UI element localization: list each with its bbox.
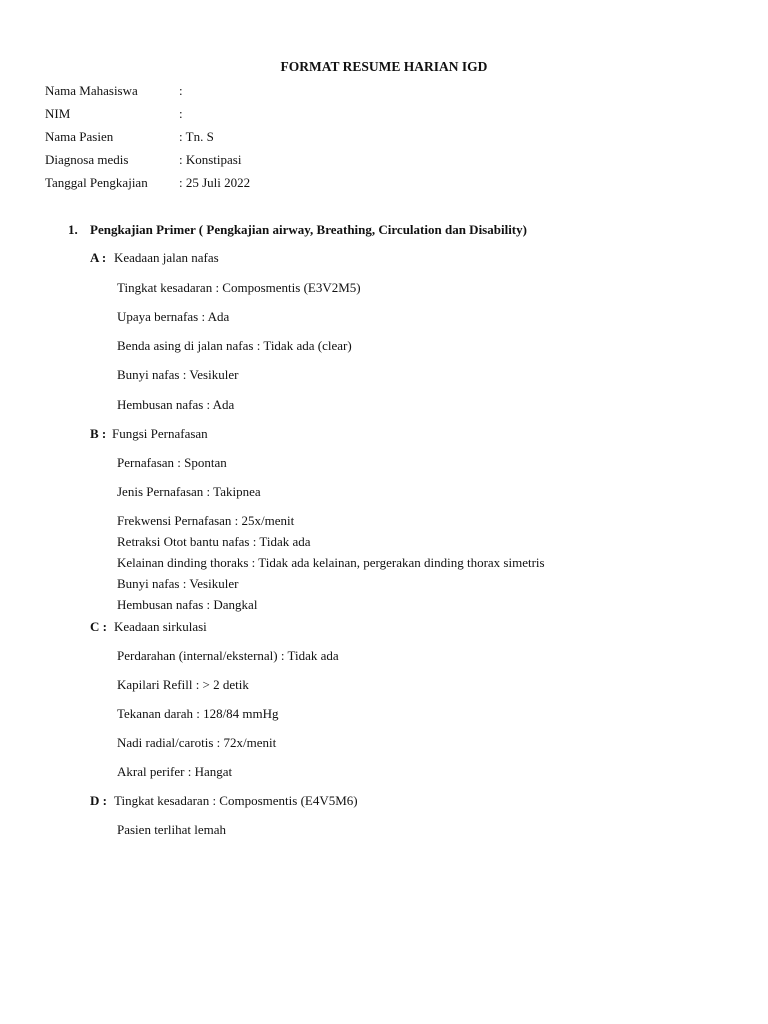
section-a-title: Keadaan jalan nafas	[114, 250, 219, 265]
label-nama-pasien: Nama Pasien	[45, 129, 114, 144]
label-diagnosa-medis: Diagnosa medis	[45, 152, 129, 167]
b-item: Frekwensi Pernafasan : 25x/menit	[117, 513, 295, 528]
section-d-title: Tingkat kesadaran : Composmentis (E4V5M6)	[114, 793, 358, 808]
value-nama-mahasiswa: :	[179, 83, 183, 98]
c-item: Kapilari Refill : > 2 detik	[117, 677, 249, 692]
b-item: Pernafasan : Spontan	[117, 455, 227, 470]
c-item: Tekanan darah : 128/84 mmHg	[117, 706, 279, 721]
value-nama-pasien: : Tn. S	[179, 129, 214, 144]
section-c-letter: C :	[90, 619, 107, 634]
label-nim: NIM	[45, 106, 71, 121]
a-item: Hembusan nafas : Ada	[117, 397, 235, 412]
a-item: Bunyi nafas : Vesikuler	[117, 367, 239, 382]
b-item: Jenis Pernafasan : Takipnea	[117, 484, 261, 499]
a-item: Tingkat kesadaran : Composmentis (E3V2M5)	[117, 280, 361, 295]
a-item: Benda asing di jalan nafas : Tidak ada (clear)	[117, 338, 352, 353]
b-item: Kelainan dinding thoraks : Tidak ada kelainan, pergerakan dinding thorax simetris	[117, 555, 545, 570]
d-item: Pasien terlihat lemah	[117, 822, 227, 837]
section-c-title: Keadaan sirkulasi	[114, 619, 207, 634]
value-tanggal-pengkajian: : 25 Juli 2022	[179, 175, 251, 190]
section-a-letter: A :	[90, 250, 107, 265]
section-d-letter: D :	[90, 793, 107, 808]
label-nama-mahasiswa: Nama Mahasiswa	[45, 83, 138, 98]
b-item: Bunyi nafas : Vesikuler	[117, 576, 239, 591]
value-diagnosa-medis: : Konstipasi	[179, 152, 242, 167]
a-item: Upaya bernafas : Ada	[117, 309, 230, 324]
c-item: Perdarahan (internal/eksternal) : Tidak ada	[117, 648, 339, 663]
section-number: 1.	[68, 222, 78, 237]
value-nim: :	[179, 106, 183, 121]
document-title: FORMAT RESUME HARIAN IGD	[280, 59, 488, 74]
section-b-title: Fungsi Pernafasan	[112, 426, 208, 441]
section-heading: Pengkajian Primer ( Pengkajian airway, Breathing, Circulation dan Disability)	[90, 222, 527, 237]
b-item: Retraksi Otot bantu nafas : Tidak ada	[117, 534, 311, 549]
c-item: Akral perifer : Hangat	[117, 764, 233, 779]
section-b-letter: B :	[90, 426, 107, 441]
b-item: Hembusan nafas : Dangkal	[117, 597, 258, 612]
c-item: Nadi radial/carotis : 72x/menit	[117, 735, 277, 750]
label-tanggal-pengkajian: Tanggal Pengkajian	[45, 175, 148, 190]
